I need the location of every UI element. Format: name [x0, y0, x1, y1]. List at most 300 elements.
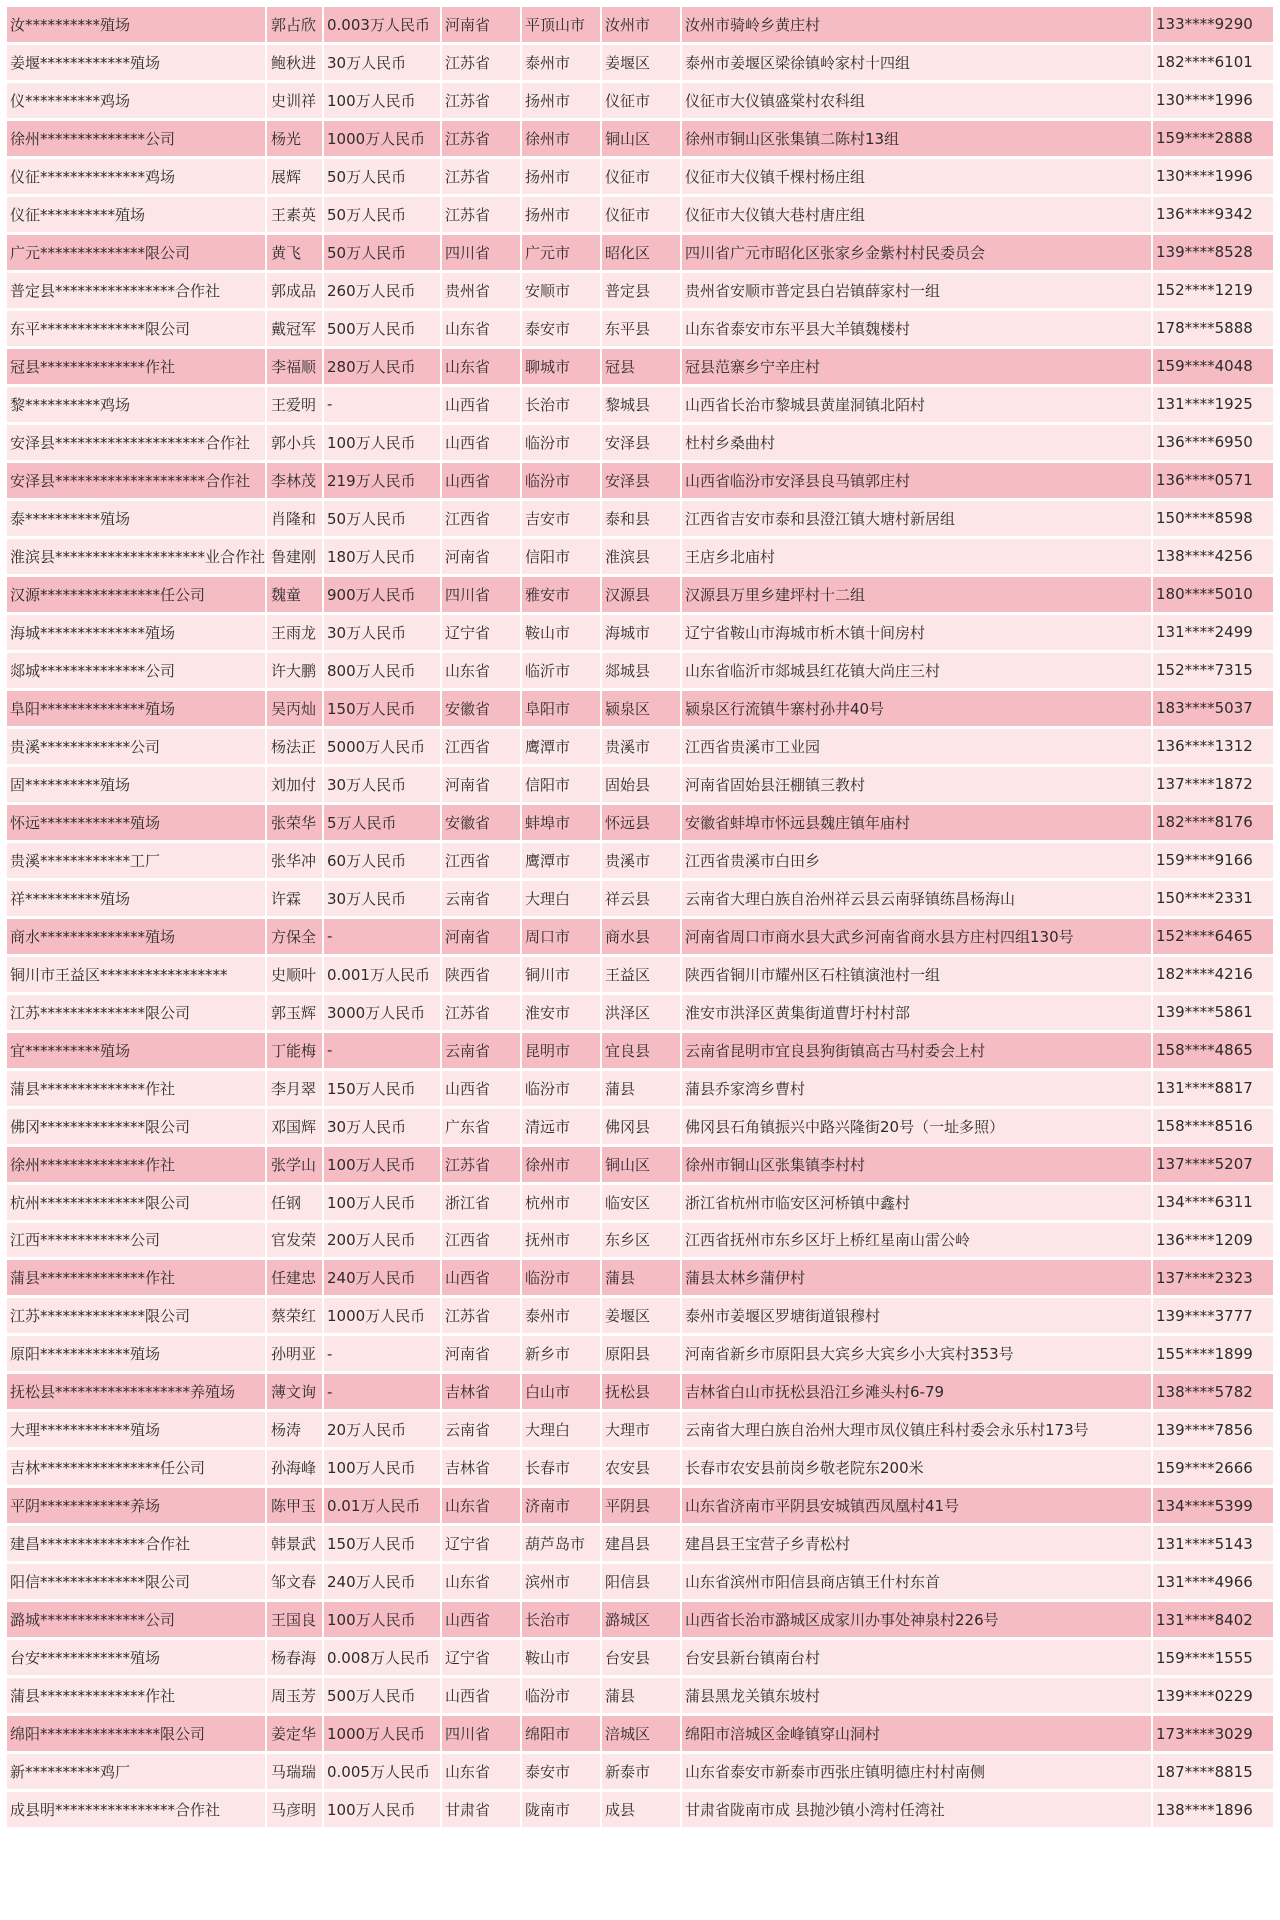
- legal-representative-cell: 张华冲: [267, 843, 322, 878]
- district-cell: 姜堰区: [602, 1298, 680, 1333]
- registered-capital-cell: 100万人民币: [324, 1792, 440, 1827]
- legal-representative-cell: 郭成品: [267, 273, 322, 308]
- company-name-cell: 蒲县**************作社: [7, 1071, 265, 1106]
- table-row: [7, 83, 1273, 118]
- registered-capital-cell: 100万人民币: [324, 425, 440, 460]
- registered-capital-cell: 219万人民币: [324, 463, 440, 498]
- table-row: [7, 1223, 1273, 1258]
- city-cell: 滨州市: [522, 1564, 600, 1599]
- district-cell: 蒲县: [602, 1071, 680, 1106]
- province-cell: 山东省: [442, 1488, 520, 1523]
- province-cell: 吉林省: [442, 1374, 520, 1409]
- city-cell: 阜阳市: [522, 691, 600, 726]
- district-cell: 铜山区: [602, 1147, 680, 1182]
- district-cell: 祥云县: [602, 881, 680, 916]
- registered-capital-cell: 150万人民币: [324, 1526, 440, 1561]
- registered-capital-cell: 1000万人民币: [324, 121, 440, 156]
- province-cell: 云南省: [442, 1033, 520, 1068]
- province-cell: 江西省: [442, 843, 520, 878]
- district-cell: 阳信县: [602, 1564, 680, 1599]
- legal-representative-cell: 官发荣: [267, 1223, 322, 1258]
- address-cell: 山东省泰安市新泰市西张庄镇明德庄村村南侧: [682, 1754, 1151, 1789]
- registered-capital-cell: 800万人民币: [324, 653, 440, 688]
- province-cell: 江西省: [442, 729, 520, 764]
- registered-capital-cell: 30万人民币: [324, 45, 440, 80]
- address-cell: 云南省大理白族自治州大理市凤仪镇庄科村委会永乐村173号: [682, 1412, 1151, 1447]
- table-row: [7, 349, 1273, 384]
- district-cell: 建昌县: [602, 1526, 680, 1561]
- registered-capital-cell: 200万人民币: [324, 1223, 440, 1258]
- registered-capital-cell: 60万人民币: [324, 843, 440, 878]
- province-cell: 河南省: [442, 919, 520, 954]
- legal-representative-cell: 任建忠: [267, 1260, 322, 1295]
- province-cell: 河南省: [442, 767, 520, 802]
- phone-cell: 138****1896: [1153, 1792, 1273, 1827]
- company-name-cell: 江苏**************限公司: [7, 995, 265, 1030]
- district-cell: 铜山区: [602, 121, 680, 156]
- phone-cell: 139****8528: [1153, 235, 1273, 270]
- legal-representative-cell: 王雨龙: [267, 615, 322, 650]
- table-row: [7, 691, 1273, 726]
- table-row: [7, 1488, 1273, 1523]
- province-cell: 吉林省: [442, 1450, 520, 1485]
- legal-representative-cell: 邹文春: [267, 1564, 322, 1599]
- province-cell: 陕西省: [442, 957, 520, 992]
- address-cell: 泰州市姜堰区梁徐镇岭家村十四组: [682, 45, 1151, 80]
- phone-cell: 182****4216: [1153, 957, 1273, 992]
- legal-representative-cell: 孙明亚: [267, 1336, 322, 1371]
- city-cell: 扬州市: [522, 83, 600, 118]
- phone-cell: 130****1996: [1153, 83, 1273, 118]
- company-name-cell: 成县明****************合作社: [7, 1792, 265, 1827]
- city-cell: 淮安市: [522, 995, 600, 1030]
- registered-capital-cell: 150万人民币: [324, 1071, 440, 1106]
- district-cell: 佛冈县: [602, 1109, 680, 1144]
- province-cell: 江苏省: [442, 45, 520, 80]
- district-cell: 新泰市: [602, 1754, 680, 1789]
- registered-capital-cell: -: [324, 1033, 440, 1068]
- company-name-cell: 贵溪************公司: [7, 729, 265, 764]
- registered-capital-cell: 1000万人民币: [324, 1716, 440, 1751]
- company-name-cell: 江苏**************限公司: [7, 1298, 265, 1333]
- district-cell: 王益区: [602, 957, 680, 992]
- district-cell: 颍泉区: [602, 691, 680, 726]
- phone-cell: 159****2888: [1153, 121, 1273, 156]
- company-name-cell: 淮滨县********************业合作社: [7, 539, 265, 574]
- company-name-cell: 抚松县******************养殖场: [7, 1374, 265, 1409]
- city-cell: 清远市: [522, 1109, 600, 1144]
- district-cell: 商水县: [602, 919, 680, 954]
- district-cell: 固始县: [602, 767, 680, 802]
- city-cell: 周口市: [522, 919, 600, 954]
- registered-capital-cell: 30万人民币: [324, 1109, 440, 1144]
- address-cell: 山东省泰安市东平县大羊镇魏楼村: [682, 311, 1151, 346]
- province-cell: 山东省: [442, 653, 520, 688]
- legal-representative-cell: 马瑞瑞: [267, 1754, 322, 1789]
- company-name-cell: 徐州**************公司: [7, 121, 265, 156]
- address-cell: 徐州市铜山区张集镇二陈村13组: [682, 121, 1151, 156]
- phone-cell: 159****9166: [1153, 843, 1273, 878]
- phone-cell: 159****1555: [1153, 1640, 1273, 1675]
- legal-representative-cell: 杨法正: [267, 729, 322, 764]
- city-cell: 徐州市: [522, 121, 600, 156]
- company-name-cell: 新**********鸡厂: [7, 1754, 265, 1789]
- company-name-cell: 商水**************殖场: [7, 919, 265, 954]
- province-cell: 河南省: [442, 7, 520, 42]
- company-name-cell: 汝**********殖场: [7, 7, 265, 42]
- address-cell: 蒲县黑龙关镇东坡村: [682, 1678, 1151, 1713]
- address-cell: 徐州市铜山区张集镇李村村: [682, 1147, 1151, 1182]
- company-name-cell: 吉林****************任公司: [7, 1450, 265, 1485]
- table-row: [7, 1147, 1273, 1182]
- address-cell: 山西省长治市黎城县黄崖洞镇北陌村: [682, 387, 1151, 422]
- address-cell: 长春市农安县前岗乡敬老院东200米: [682, 1450, 1151, 1485]
- phone-cell: 130****1996: [1153, 159, 1273, 194]
- legal-representative-cell: 杨光: [267, 121, 322, 156]
- table-row: [7, 1602, 1273, 1637]
- province-cell: 江苏省: [442, 995, 520, 1030]
- city-cell: 长春市: [522, 1450, 600, 1485]
- table-row: [7, 1033, 1273, 1068]
- registered-capital-cell: -: [324, 919, 440, 954]
- company-name-cell: 绵阳****************限公司: [7, 1716, 265, 1751]
- city-cell: 扬州市: [522, 159, 600, 194]
- legal-representative-cell: 郭占欣: [267, 7, 322, 42]
- address-cell: 颍泉区行流镇牛寨村孙井40号: [682, 691, 1151, 726]
- phone-cell: 134****5399: [1153, 1488, 1273, 1523]
- address-cell: 四川省广元市昭化区张家乡金紫村村民委员会: [682, 235, 1151, 270]
- district-cell: 临安区: [602, 1185, 680, 1220]
- city-cell: 雅安市: [522, 577, 600, 612]
- city-cell: 大理白: [522, 1412, 600, 1447]
- address-cell: 仪征市大仪镇盛棠村农科组: [682, 83, 1151, 118]
- address-cell: 甘肃省陇南市成 县抛沙镇小湾村任湾社: [682, 1792, 1151, 1827]
- city-cell: 信阳市: [522, 767, 600, 802]
- legal-representative-cell: 许霖: [267, 881, 322, 916]
- registered-capital-cell: 3000万人民币: [324, 995, 440, 1030]
- city-cell: 临汾市: [522, 1071, 600, 1106]
- company-name-cell: 黎**********鸡场: [7, 387, 265, 422]
- province-cell: 江苏省: [442, 197, 520, 232]
- company-name-cell: 泰**********殖场: [7, 501, 265, 536]
- address-cell: 江西省贵溪市白田乡: [682, 843, 1151, 878]
- legal-representative-cell: 吴丙灿: [267, 691, 322, 726]
- address-cell: 山东省济南市平阴县安城镇西凤凰村41号: [682, 1488, 1151, 1523]
- legal-representative-cell: 韩景武: [267, 1526, 322, 1561]
- district-cell: 海城市: [602, 615, 680, 650]
- city-cell: 泰安市: [522, 1754, 600, 1789]
- table-row: [7, 729, 1273, 764]
- city-cell: 广元市: [522, 235, 600, 270]
- address-cell: 台安县新台镇南台村: [682, 1640, 1151, 1675]
- district-cell: 台安县: [602, 1640, 680, 1675]
- phone-cell: 152****6465: [1153, 919, 1273, 954]
- city-cell: 临汾市: [522, 1678, 600, 1713]
- company-name-cell: 安泽县********************合作社: [7, 425, 265, 460]
- registered-capital-cell: 100万人民币: [324, 1185, 440, 1220]
- district-cell: 普定县: [602, 273, 680, 308]
- table-row: [7, 1185, 1273, 1220]
- phone-cell: 136****6950: [1153, 425, 1273, 460]
- province-cell: 江苏省: [442, 159, 520, 194]
- phone-cell: 131****8817: [1153, 1071, 1273, 1106]
- phone-cell: 137****2323: [1153, 1260, 1273, 1295]
- city-cell: 济南市: [522, 1488, 600, 1523]
- province-cell: 安徽省: [442, 805, 520, 840]
- province-cell: 江苏省: [442, 121, 520, 156]
- registered-capital-cell: 30万人民币: [324, 615, 440, 650]
- registered-capital-cell: -: [324, 1374, 440, 1409]
- registered-capital-cell: 0.01万人民币: [324, 1488, 440, 1523]
- company-name-cell: 大理************殖场: [7, 1412, 265, 1447]
- company-name-cell: 佛冈**************限公司: [7, 1109, 265, 1144]
- table-row: [7, 1678, 1273, 1713]
- table-row: [7, 159, 1273, 194]
- city-cell: 鹰潭市: [522, 729, 600, 764]
- address-cell: 王店乡北庙村: [682, 539, 1151, 574]
- company-name-cell: 东平**************限公司: [7, 311, 265, 346]
- address-cell: 河南省新乡市原阳县大宾乡大宾乡小大宾村353号: [682, 1336, 1151, 1371]
- phone-cell: 182****6101: [1153, 45, 1273, 80]
- phone-cell: 138****5782: [1153, 1374, 1273, 1409]
- district-cell: 贵溪市: [602, 729, 680, 764]
- company-name-cell: 冠县**************作社: [7, 349, 265, 384]
- address-cell: 陕西省铜川市耀州区石柱镇演池村一组: [682, 957, 1151, 992]
- province-cell: 河南省: [442, 539, 520, 574]
- district-cell: 农安县: [602, 1450, 680, 1485]
- district-cell: 平阴县: [602, 1488, 680, 1523]
- records-table-body: [7, 7, 1273, 1827]
- district-cell: 汝州市: [602, 7, 680, 42]
- legal-representative-cell: 杨涛: [267, 1412, 322, 1447]
- table-row: [7, 1260, 1273, 1295]
- district-cell: 淮滨县: [602, 539, 680, 574]
- legal-representative-cell: 王国良: [267, 1602, 322, 1637]
- city-cell: 蚌埠市: [522, 805, 600, 840]
- phone-cell: 139****7856: [1153, 1412, 1273, 1447]
- district-cell: 安泽县: [602, 463, 680, 498]
- company-name-cell: 建昌**************合作社: [7, 1526, 265, 1561]
- legal-representative-cell: 张荣华: [267, 805, 322, 840]
- city-cell: 聊城市: [522, 349, 600, 384]
- phone-cell: 134****6311: [1153, 1185, 1273, 1220]
- table-row: [7, 7, 1273, 42]
- table-row: [7, 425, 1273, 460]
- company-name-cell: 原阳************殖场: [7, 1336, 265, 1371]
- address-cell: 云南省昆明市宜良县狗街镇高古马村委会上村: [682, 1033, 1151, 1068]
- district-cell: 潞城区: [602, 1602, 680, 1637]
- province-cell: 江西省: [442, 1223, 520, 1258]
- district-cell: 冠县: [602, 349, 680, 384]
- legal-representative-cell: 任钢: [267, 1185, 322, 1220]
- district-cell: 郯城县: [602, 653, 680, 688]
- city-cell: 平顶山市: [522, 7, 600, 42]
- table-row: [7, 45, 1273, 80]
- company-name-cell: 阳信**************限公司: [7, 1564, 265, 1599]
- table-row: [7, 843, 1273, 878]
- address-cell: 蒲县太林乡蒲伊村: [682, 1260, 1151, 1295]
- city-cell: 鹰潭市: [522, 843, 600, 878]
- province-cell: 山西省: [442, 1602, 520, 1637]
- province-cell: 山西省: [442, 463, 520, 498]
- company-name-cell: 阜阳**************殖场: [7, 691, 265, 726]
- phone-cell: 187****8815: [1153, 1754, 1273, 1789]
- phone-cell: 158****8516: [1153, 1109, 1273, 1144]
- company-name-cell: 台安************殖场: [7, 1640, 265, 1675]
- district-cell: 仪征市: [602, 83, 680, 118]
- table-row: [7, 653, 1273, 688]
- address-cell: 杜村乡桑曲村: [682, 425, 1151, 460]
- table-row: [7, 767, 1273, 802]
- table-row: [7, 1564, 1273, 1599]
- province-cell: 辽宁省: [442, 615, 520, 650]
- records-table: [5, 4, 1275, 1830]
- table-row: [7, 311, 1273, 346]
- city-cell: 白山市: [522, 1374, 600, 1409]
- city-cell: 临汾市: [522, 425, 600, 460]
- phone-cell: 131****5143: [1153, 1526, 1273, 1561]
- table-row: [7, 387, 1273, 422]
- registered-capital-cell: 180万人民币: [324, 539, 440, 574]
- company-name-cell: 蒲县**************作社: [7, 1260, 265, 1295]
- legal-representative-cell: 郭小兵: [267, 425, 322, 460]
- registered-capital-cell: 1000万人民币: [324, 1298, 440, 1333]
- district-cell: 宜良县: [602, 1033, 680, 1068]
- city-cell: 吉安市: [522, 501, 600, 536]
- registered-capital-cell: 0.003万人民币: [324, 7, 440, 42]
- legal-representative-cell: 郭玉辉: [267, 995, 322, 1030]
- province-cell: 江西省: [442, 501, 520, 536]
- registered-capital-cell: 5万人民币: [324, 805, 440, 840]
- district-cell: 大理市: [602, 1412, 680, 1447]
- district-cell: 黎城县: [602, 387, 680, 422]
- district-cell: 仪征市: [602, 159, 680, 194]
- district-cell: 姜堰区: [602, 45, 680, 80]
- city-cell: 铜川市: [522, 957, 600, 992]
- address-cell: 淮安市洪泽区黄集街道曹圩村村部: [682, 995, 1151, 1030]
- phone-cell: 131****4966: [1153, 1564, 1273, 1599]
- city-cell: 临汾市: [522, 1260, 600, 1295]
- phone-cell: 178****5888: [1153, 311, 1273, 346]
- table-row: [7, 501, 1273, 536]
- table-row: [7, 1336, 1273, 1371]
- table-row: [7, 881, 1273, 916]
- phone-cell: 159****2666: [1153, 1450, 1273, 1485]
- phone-cell: 131****2499: [1153, 615, 1273, 650]
- legal-representative-cell: 刘加付: [267, 767, 322, 802]
- company-name-cell: 仪征**********殖场: [7, 197, 265, 232]
- district-cell: 洪泽区: [602, 995, 680, 1030]
- legal-representative-cell: 许大鹏: [267, 653, 322, 688]
- table-row: [7, 1109, 1273, 1144]
- province-cell: 辽宁省: [442, 1640, 520, 1675]
- province-cell: 山东省: [442, 311, 520, 346]
- table-row: [7, 1298, 1273, 1333]
- legal-representative-cell: 肖隆和: [267, 501, 322, 536]
- phone-cell: 152****7315: [1153, 653, 1273, 688]
- registered-capital-cell: 500万人民币: [324, 311, 440, 346]
- phone-cell: 152****1219: [1153, 273, 1273, 308]
- province-cell: 山东省: [442, 349, 520, 384]
- district-cell: 东平县: [602, 311, 680, 346]
- city-cell: 长治市: [522, 387, 600, 422]
- city-cell: 安顺市: [522, 273, 600, 308]
- district-cell: 东乡区: [602, 1223, 680, 1258]
- phone-cell: 155****1899: [1153, 1336, 1273, 1371]
- records-sheet: [5, 4, 1275, 1830]
- registered-capital-cell: 100万人民币: [324, 1602, 440, 1637]
- phone-cell: 150****2331: [1153, 881, 1273, 916]
- phone-cell: 137****5207: [1153, 1147, 1273, 1182]
- legal-representative-cell: 蔡荣红: [267, 1298, 322, 1333]
- phone-cell: 131****8402: [1153, 1602, 1273, 1637]
- city-cell: 临沂市: [522, 653, 600, 688]
- address-cell: 山西省长治市潞城区成家川办事处神泉村226号: [682, 1602, 1151, 1637]
- registered-capital-cell: 100万人民币: [324, 1450, 440, 1485]
- legal-representative-cell: 方保全: [267, 919, 322, 954]
- address-cell: 汉源县万里乡建坪村十二组: [682, 577, 1151, 612]
- table-row: [7, 1526, 1273, 1561]
- company-name-cell: 海城**************殖场: [7, 615, 265, 650]
- company-name-cell: 贵溪************工厂: [7, 843, 265, 878]
- address-cell: 仪征市大仪镇千棵村杨庄组: [682, 159, 1151, 194]
- table-row: [7, 235, 1273, 270]
- address-cell: 山东省临沂市郯城县红花镇大尚庄三村: [682, 653, 1151, 688]
- city-cell: 临汾市: [522, 463, 600, 498]
- address-cell: 泰州市姜堰区罗塘街道银穆村: [682, 1298, 1151, 1333]
- company-name-cell: 徐州**************作社: [7, 1147, 265, 1182]
- city-cell: 泰州市: [522, 1298, 600, 1333]
- district-cell: 蒲县: [602, 1260, 680, 1295]
- registered-capital-cell: -: [324, 1336, 440, 1371]
- phone-cell: 138****4256: [1153, 539, 1273, 574]
- address-cell: 贵州省安顺市普定县白岩镇薛家村一组: [682, 273, 1151, 308]
- district-cell: 原阳县: [602, 1336, 680, 1371]
- table-row: [7, 615, 1273, 650]
- phone-cell: 183****5037: [1153, 691, 1273, 726]
- legal-representative-cell: 邓国辉: [267, 1109, 322, 1144]
- table-row: [7, 1071, 1273, 1106]
- company-name-cell: 姜堰************殖场: [7, 45, 265, 80]
- province-cell: 山东省: [442, 1754, 520, 1789]
- province-cell: 四川省: [442, 577, 520, 612]
- legal-representative-cell: 展辉: [267, 159, 322, 194]
- company-name-cell: 平阴************养场: [7, 1488, 265, 1523]
- registered-capital-cell: 260万人民币: [324, 273, 440, 308]
- legal-representative-cell: 周玉芳: [267, 1678, 322, 1713]
- legal-representative-cell: 史训祥: [267, 83, 322, 118]
- table-row: [7, 1792, 1273, 1827]
- city-cell: 泰州市: [522, 45, 600, 80]
- registered-capital-cell: 500万人民币: [324, 1678, 440, 1713]
- legal-representative-cell: 王爱明: [267, 387, 322, 422]
- legal-representative-cell: 陈甲玉: [267, 1488, 322, 1523]
- district-cell: 贵溪市: [602, 843, 680, 878]
- district-cell: 成县: [602, 1792, 680, 1827]
- legal-representative-cell: 李月翠: [267, 1071, 322, 1106]
- province-cell: 贵州省: [442, 273, 520, 308]
- legal-representative-cell: 史顺叶: [267, 957, 322, 992]
- company-name-cell: 宜**********殖场: [7, 1033, 265, 1068]
- registered-capital-cell: 100万人民币: [324, 83, 440, 118]
- company-name-cell: 铜川市王益区*****************: [7, 957, 265, 992]
- company-name-cell: 汉源****************任公司: [7, 577, 265, 612]
- company-name-cell: 潞城**************公司: [7, 1602, 265, 1637]
- province-cell: 辽宁省: [442, 1526, 520, 1561]
- phone-cell: 133****9290: [1153, 7, 1273, 42]
- registered-capital-cell: 0.005万人民币: [324, 1754, 440, 1789]
- city-cell: 杭州市: [522, 1185, 600, 1220]
